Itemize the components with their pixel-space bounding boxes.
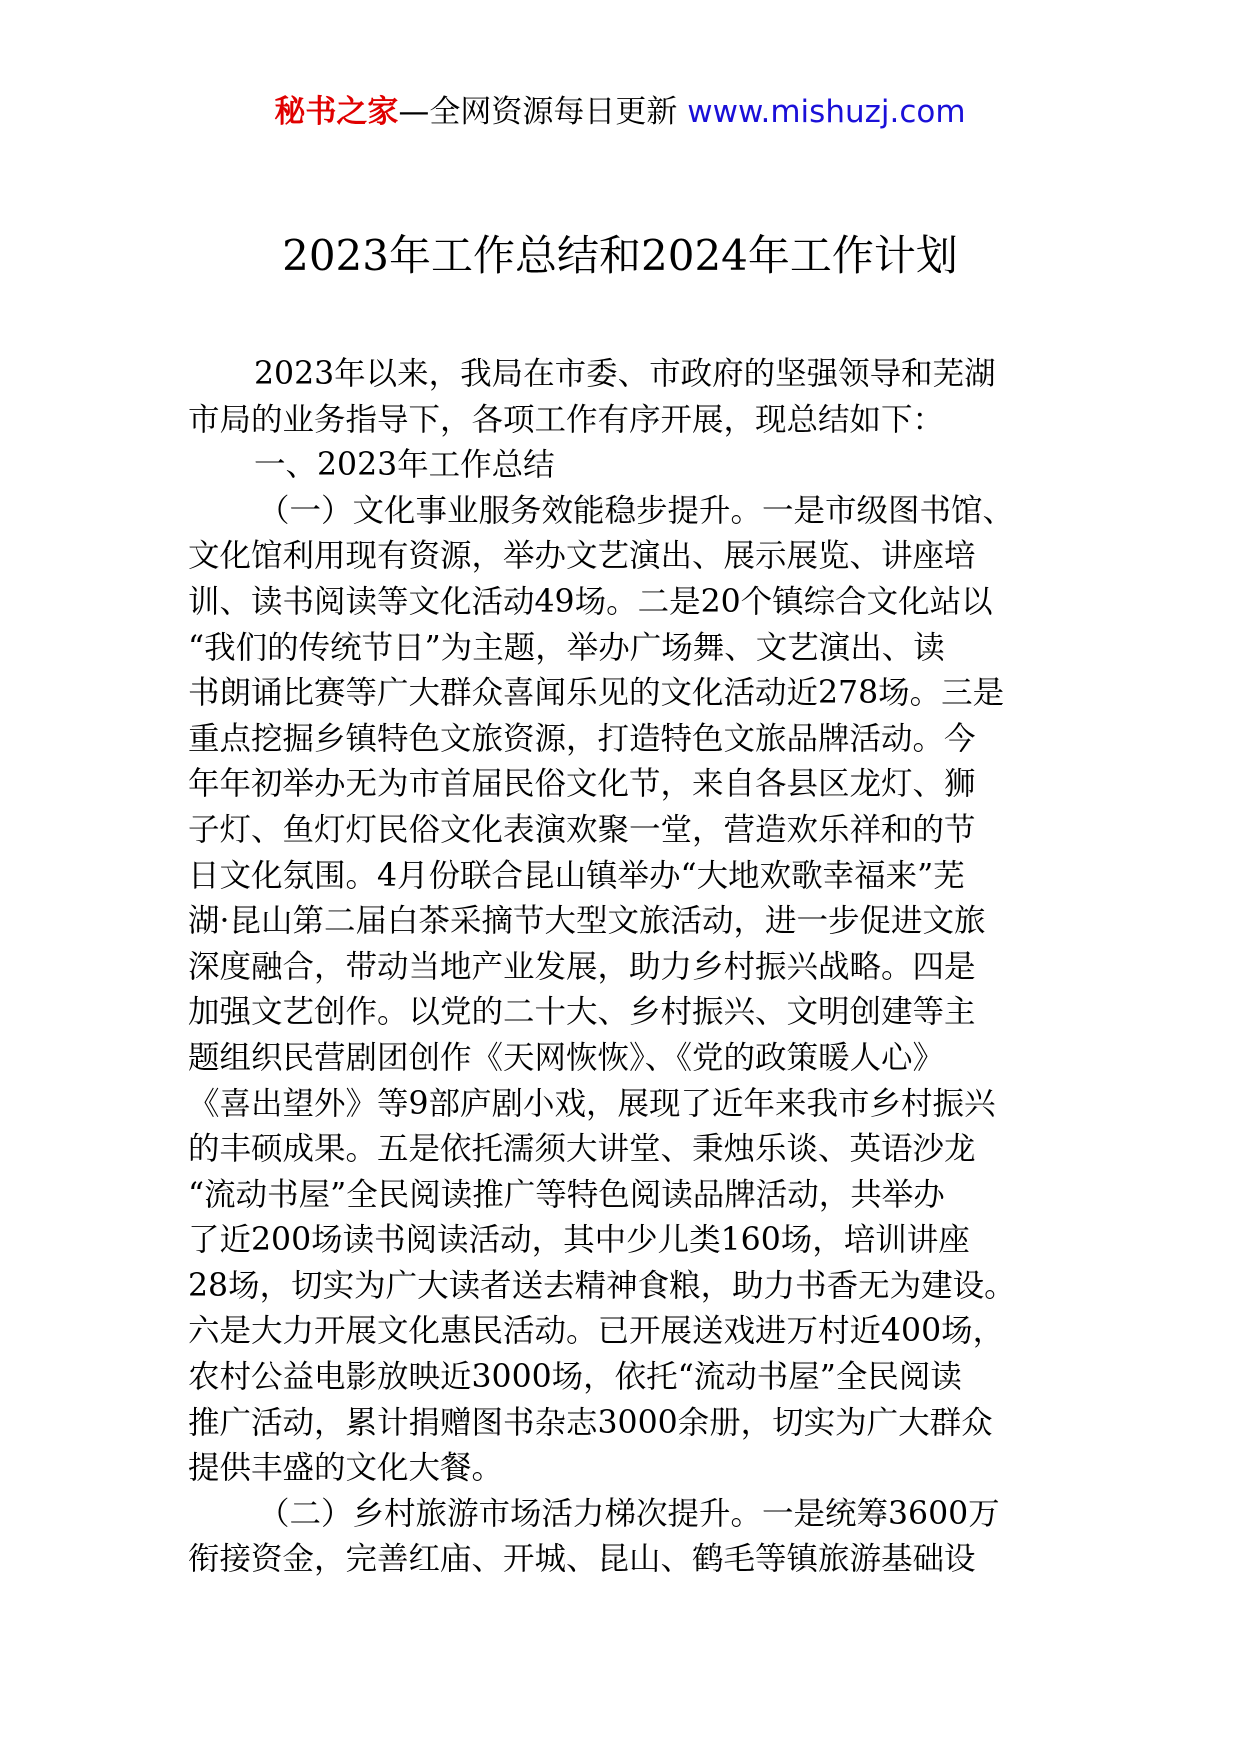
body-line: “我们的传统节日”为主题，举办广场舞、文艺演出、读: [188, 629, 945, 666]
site-header: [0, 92, 1240, 132]
subsection-line: （二）乡村旅游市场活力梯次提升。一是统筹3600万: [258, 1495, 1000, 1532]
body-line: 加强文艺创作。以党的二十大、乡村振兴、文明创建等主: [188, 994, 976, 1031]
body-line: 题组织民营剧团创作《天网恢恢》、《党的政策暖人心》: [188, 1039, 945, 1076]
site-url-link[interactable]: www.mishuzj.com: [687, 94, 966, 130]
body-line: 日文化氛围。4月份联合昆山镇举办“大地欢歌幸福来”芜: [188, 857, 965, 894]
body-line: 28场，切实为广大读者送去精神食粮，助力书香无为建设。: [188, 1267, 1016, 1304]
body-line: 六是大力开展文化惠民活动。已开展送戏进万村近400场，: [188, 1313, 1005, 1350]
body-line: 推广活动，累计捐赠图书杂志3000余册，切实为广大群众: [188, 1404, 993, 1441]
subsection-line: （一）文化事业服务效能稳步提升。一是市级图书馆、: [258, 492, 1015, 529]
body-line: 湖·昆山第二届白茶采摘节大型文旅活动，进一步促进文旅: [188, 903, 986, 940]
site-slogan: —全网资源每日更新: [398, 94, 678, 130]
body-line: 重点挖掘乡镇特色文旅资源，打造特色文旅品牌活动。今: [188, 720, 976, 757]
body-line: 衔接资金，完善红庙、开城、昆山、鹤毛等镇旅游基础设: [188, 1541, 976, 1578]
body-line: 文化馆利用现有资源，举办文艺演出、展示展览、讲座培: [188, 538, 976, 575]
body-line: 农村公益电影放映近3000场，依托“流动书屋”全民阅读: [188, 1359, 962, 1396]
body-line: 《喜出望外》等9部庐剧小戏，展现了近年来我市乡村振兴: [188, 1085, 996, 1122]
body-line: 提供丰盛的文化大餐。: [188, 1450, 504, 1487]
body-line: “流动书屋”全民阅读推广等特色阅读品牌活动，共举办: [188, 1176, 945, 1213]
body-line: 书朗诵比赛等广大群众喜闻乐见的文化活动近278场。三是: [188, 675, 1005, 712]
body-line: 了近200场读书阅读活动，其中少儿类160场，培训讲座: [188, 1222, 970, 1259]
body-line: 2023年以来，我局在市委、市政府的坚强领导和芜湖: [254, 356, 996, 392]
body-line: 的丰硕成果。五是依托濡须大讲堂、秉烛乐谈、英语沙龙: [188, 1131, 976, 1168]
body-line: 市局的业务指导下，各项工作有序开展，现总结如下：: [188, 401, 945, 438]
site-brand: 秘书之家: [274, 94, 399, 130]
document-body: [188, 352, 1068, 1583]
body-line: 子灯、鱼灯灯民俗文化表演欢聚一堂，营造欢乐祥和的节: [188, 811, 976, 848]
body-line: 深度融合，带动当地产业发展，助力乡村振兴战略。四是: [188, 948, 976, 985]
document-title: 2023年工作总结和2024年工作计划: [282, 231, 958, 280]
section-heading: 一、2023年工作总结: [254, 447, 555, 484]
body-line: 训、读书阅读等文化活动49场。二是20个镇综合文化站以: [188, 583, 993, 620]
body-line: 年年初举办无为市首届民俗文化节，来自各县区龙灯、狮: [188, 766, 976, 803]
